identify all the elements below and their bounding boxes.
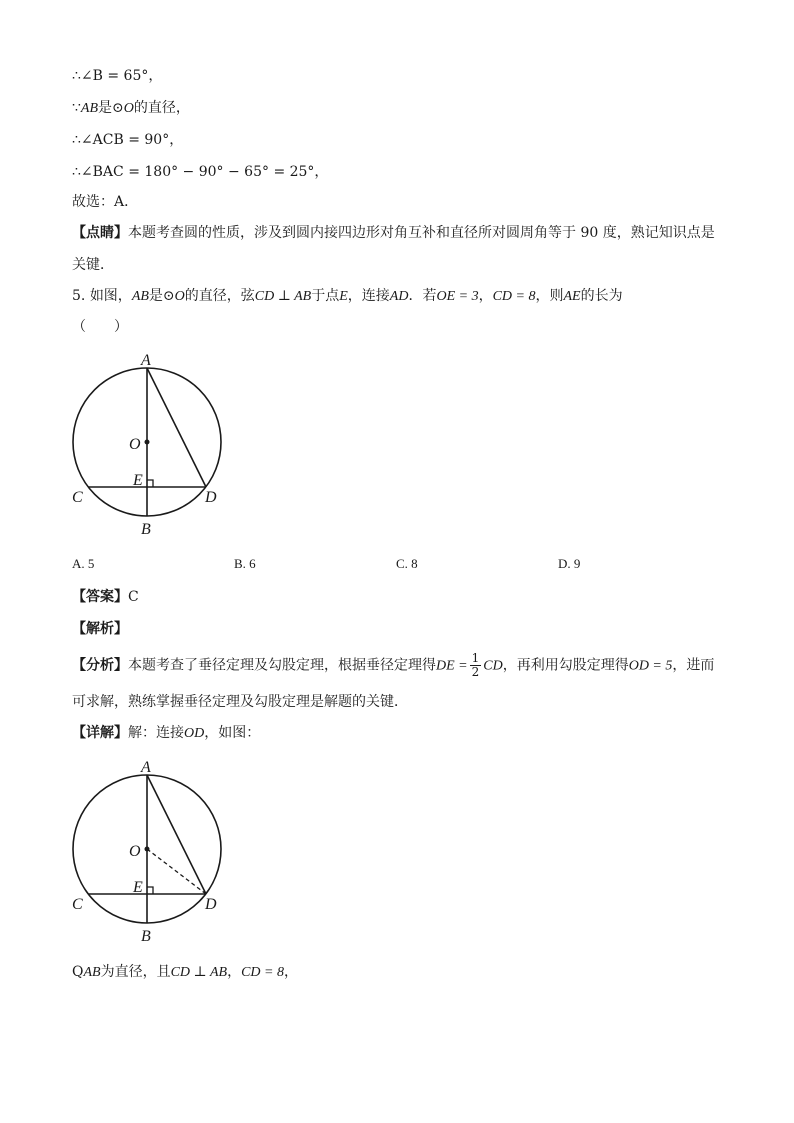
right-angle-mark: [147, 480, 153, 487]
center-point-2: [145, 847, 150, 852]
analysis-title: 【解析】: [72, 621, 128, 637]
label-b: B: [141, 521, 151, 538]
label-o: O: [129, 436, 141, 453]
circle-figure-1: [60, 345, 240, 540]
dianjing-line-2: 关键．: [72, 257, 114, 273]
solution-line-1: ∴∠B = 65°，: [72, 68, 163, 84]
label-c-2: C: [72, 896, 83, 913]
label-c: C: [72, 489, 83, 506]
xiangjie-line: 【详解】解：连接OD，如图：: [72, 725, 261, 741]
final-line: QAB为直径，且CD ⊥ AB，CD = 8，: [72, 964, 298, 980]
option-b: B. 6: [234, 556, 256, 571]
segment-od-dashed: [147, 849, 206, 894]
solution-line-3: ∴∠ACB = 90°，: [72, 132, 184, 148]
dianjing-line: 【点睛】本题考查圆的性质，涉及到圆内接四边形对角互补和直径所对圆周角等于 90 度，熟记知识点是: [72, 225, 715, 241]
label-e: E: [133, 472, 143, 489]
question-5-paren: （ ）: [72, 319, 128, 335]
fenxi-line-2: 可求解，熟练掌握垂径定理及勾股定理是解题的关键．: [72, 694, 408, 710]
segment-ad-2: [147, 775, 206, 894]
label-o-2: O: [129, 843, 141, 860]
option-a: A. 5: [72, 556, 95, 571]
fraction-one-half: $\frac{1}{2}$: [471, 651, 480, 679]
segment-ad: [147, 368, 206, 487]
label-b-2: B: [141, 928, 151, 945]
solution-line-2: ∵AB是⊙O的直径，: [72, 100, 190, 116]
center-point: [145, 440, 150, 445]
fenxi-line-1: 【分析】本题考查了垂径定理及勾股定理，根据垂径定理得DE = $\frac{1}{2}$ CD，再利用勾股定理得OD = 5，进而: [72, 651, 715, 679]
circle-figure-2: [60, 752, 240, 947]
label-d-2: D: [205, 896, 217, 913]
right-angle-mark-2: [147, 887, 153, 894]
solution-line-4: ∴∠BAC = 180° − 90° − 65° = 25°，: [72, 164, 329, 180]
label-a: A: [141, 352, 151, 369]
option-c: C. 8: [396, 556, 418, 571]
answer-line: 【答案】C: [72, 589, 139, 605]
option-d: D. 9: [558, 556, 581, 571]
solution-line-5: 故选：A．: [72, 194, 139, 210]
label-d: D: [205, 489, 217, 506]
question-5-text: 5. 如图，AB是⊙O的直径，弦CD ⊥ AB于点E，连接AD．若OE = 3，CD = 8，则AE的长为: [72, 288, 623, 304]
label-e-2: E: [133, 879, 143, 896]
label-a-2: A: [141, 759, 151, 776]
